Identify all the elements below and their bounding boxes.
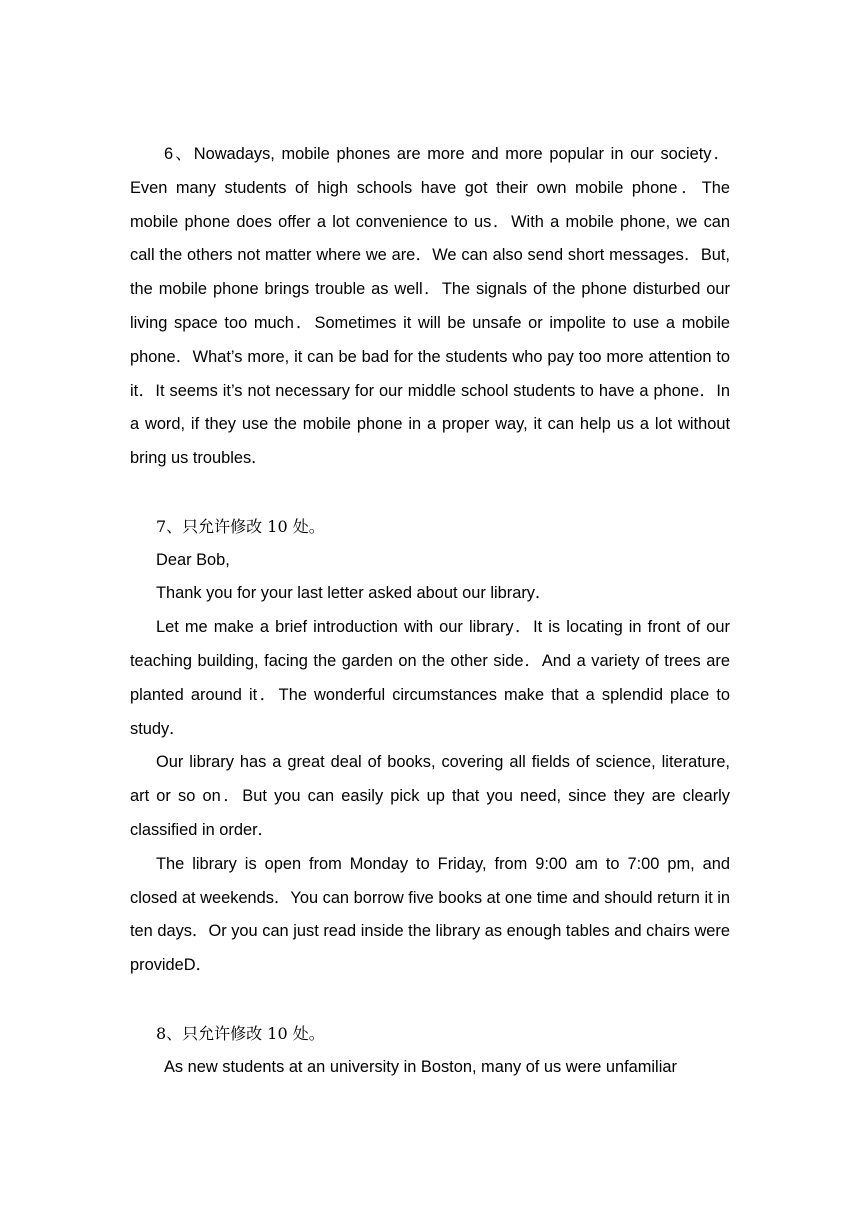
question-7-heading: 7、只允许修改 10 处。: [156, 516, 325, 536]
letter-paragraph-2: Let me make a brief introduction with our library．It is locating in front of our teaching building, facing the garden on the other side．And a variety of trees are planted around it．The wonderful circumstances make that a splendid place to study．: [130, 618, 730, 738]
question-8-heading: 8、只允许修改 10 处。: [156, 1023, 325, 1043]
question-8-paragraph: As new students at an university in Boston, many of us were unfamiliar: [164, 1057, 677, 1076]
spacer: [130, 476, 730, 510]
question-6-paragraph: 6、Nowadays, mobile phones are more and more popular in our society．Even many students of high schools have got their own mobile phone．The mobile phone does offer a lot convenience to us．With a mobile phone, we can call the others not matter where we are．We can also send short messages．But, the mobile phone brings trouble as well．The signals of the phone disturbed our living space too much．Sometimes it will be unsafe or impolite to use a mobile phone．What’s more, it can be bad for the students who pay too more attention to it．It seems it’s not necessary for our middle school students to have a phone．In a word, if they use the mobile phone in a proper way, it can help us a lot without bring us troubles．: [130, 145, 730, 468]
letter-paragraph-1: Thank you for your last letter asked about our library．: [156, 584, 552, 603]
spacer: [130, 983, 730, 1017]
document-page: [130, 138, 730, 1084]
letter-paragraph-3: Our library has a great deal of books, covering all fields of science, literature, art or so on．But you can easily pick up that you need, since they are clearly classified in order．: [130, 753, 730, 839]
letter-paragraph-4: The library is open from Monday to Friday, from 9:00 am to 7:00 pm, and closed at weekends．You can borrow five books at one time and should return it in ten days．Or you can just read inside the library as enough tables and chairs were provideD．: [130, 854, 730, 975]
letter-greeting: Dear Bob,: [156, 550, 230, 569]
